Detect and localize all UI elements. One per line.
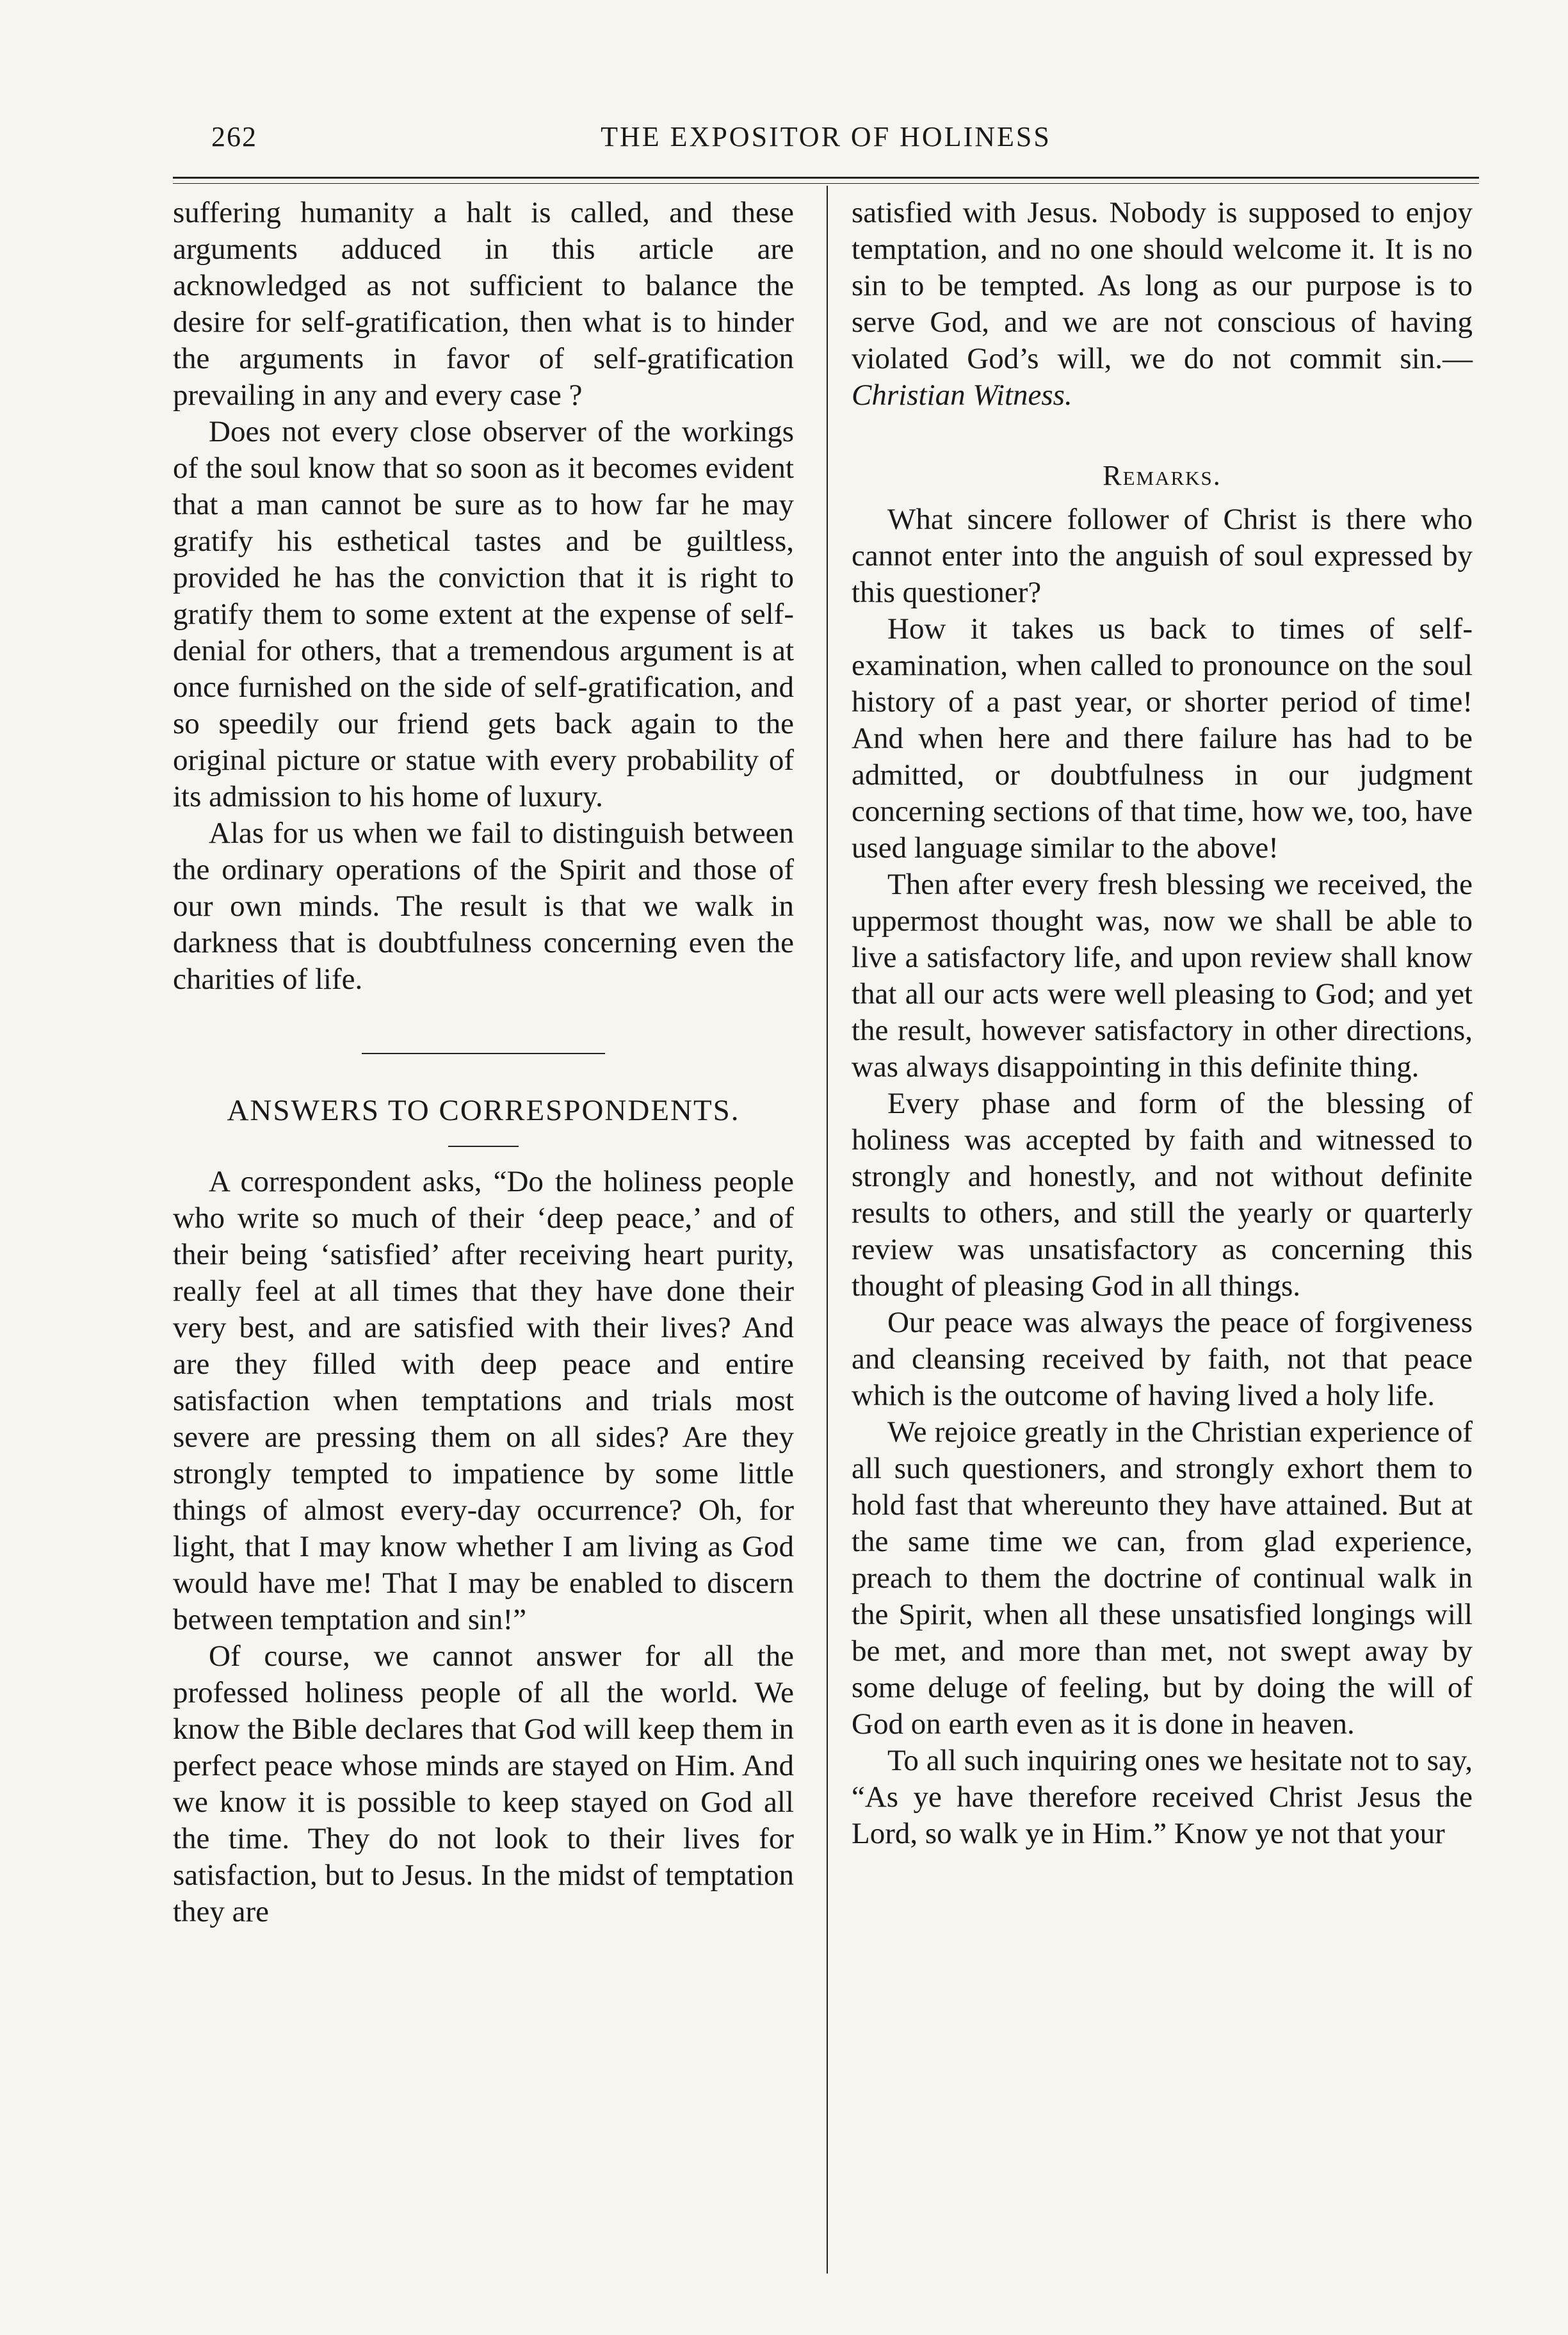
- paragraph: To all such inquiring ones we hesitate not to say, “As ye have therefore received Christ Jesus the Lord, so walk ye in Him.” Know ye not that your: [852, 1744, 1473, 1850]
- section-divider: [362, 1053, 605, 1054]
- paragraph: [852, 195, 1473, 414]
- paragraph: Does not every close observer of the workings of the soul know that so soon as it becomes evident that a man cannot be sure as to how far he may gratify his esthetical tastes and be guiltless, provided he has the conviction that it is right to gratify them to some extent at the expense of self-denial for others, that a tremendous argument is at once furnished on the side of self-gratification, and so speedily our friend gets back again to the original picture or statue with every probability of its admission to his home of luxury.: [173, 415, 794, 813]
- paragraph: How it takes us back to times of self-examination, when called to pronounce on the soul history of a past year, or shorter period of time! And when here and there failure has had to be admitted, or doubtfulness in our judgment concerning sections of that time, how we, too, have used language similar to the above!: [852, 612, 1473, 865]
- running-head: THE EXPOSITOR OF HOLINESS: [601, 121, 1051, 152]
- remarks-heading: Remarks.: [1103, 460, 1222, 491]
- paragraph: A correspondent asks, “Do the holiness people who write so much of their ‘deep peace,’ and of their being ‘satisfied’ after receiving heart purity, really feel at all times that they have done their very best, and are satisfied with their lives? And are they filled with deep peace and entire satisfaction when temptations and trials most severe are pressing them on all sides? Are they strongly tempted to impatience by some little things of almost every-day occurrence? Oh, for light, that I may know whether I am living as God would have me! That I may be enabled to discern between temptation and sin!”: [173, 1165, 794, 1636]
- header-rule-thin: [173, 183, 1479, 184]
- page-header: [173, 115, 1479, 165]
- paragraph-text: satisfied with Jesus. Nobody is supposed to enjoy temptation, and no one should welcome it. It is no sin to be tempted. As long as our purpose is to serve God, and we are not conscious of having violated God’s will, we do not commit sin.—: [852, 196, 1473, 375]
- paragraph: Alas for us when we fail to distinguish between the ordinary operations of the Spirit and those of our own minds. The result is that we walk in darkness that is doubtfulness concerning even the charities of life.: [173, 817, 794, 996]
- paragraph: Our peace was always the peace of forgiveness and cleansing received by faith, not that peace which is the outcome of having lived a holy life.: [852, 1306, 1473, 1412]
- column-divider: [827, 186, 828, 2274]
- paragraph: We rejoice greatly in the Christian experience of all such questioners, and strongly exhort them to hold fast that whereunto they have attained. But at the same time we can, from glad experience, preach to them the doctrine of continual walk in the Spirit, when all these unsatisfied longings will be met, and more than met, not swept away by some deluge of feeling, but by doing the will of God on earth even as it is done in heaven.: [852, 1415, 1473, 1741]
- short-divider: [448, 1146, 519, 1147]
- paragraph: What sincere follower of Christ is there who cannot enter into the anguish of soul expressed by this questioner?: [852, 503, 1473, 609]
- paragraph: suffering humanity a halt is called, and these arguments adduced in this article are acknowledged as not sufficient to balance the desire for self-gratification, then what is to hinder the arguments in favor of self-gratification prevailing in any and every case ?: [173, 196, 794, 412]
- right-column: [852, 195, 1473, 1852]
- page-number: 262: [211, 121, 257, 152]
- section-title: ANSWERS TO CORRESPONDENTS.: [227, 1094, 740, 1127]
- left-column: [173, 195, 794, 1930]
- source-citation: Christian Witness.: [852, 378, 1072, 412]
- header-rule: [173, 177, 1479, 179]
- paragraph: Every phase and form of the blessing of holiness was accepted by faith and witnessed to strongly and honestly, and not without definite results to others, and still the yearly or quarterly review was unsatisfactory as concerning this thought of pleasing God in all things.: [852, 1087, 1473, 1303]
- page: [173, 115, 1479, 2274]
- paragraph: Of course, we cannot answer for all the professed holiness people of all the world. We know the Bible declares that God will keep them in perfect peace whose minds are stayed on Him. And we know it is possible to keep stayed on God all the time. They do not look to their lives for satisfaction, but to Jesus. In the midst of temptation they are: [173, 1639, 794, 1928]
- paragraph: Then after every fresh blessing we received, the uppermost thought was, now we shall be able to live a satisfactory life, and upon review shall know that all our acts were well pleasing to God; and yet the result, however satisfactory in other directions, was always disappointing in this definite thing.: [852, 868, 1473, 1084]
